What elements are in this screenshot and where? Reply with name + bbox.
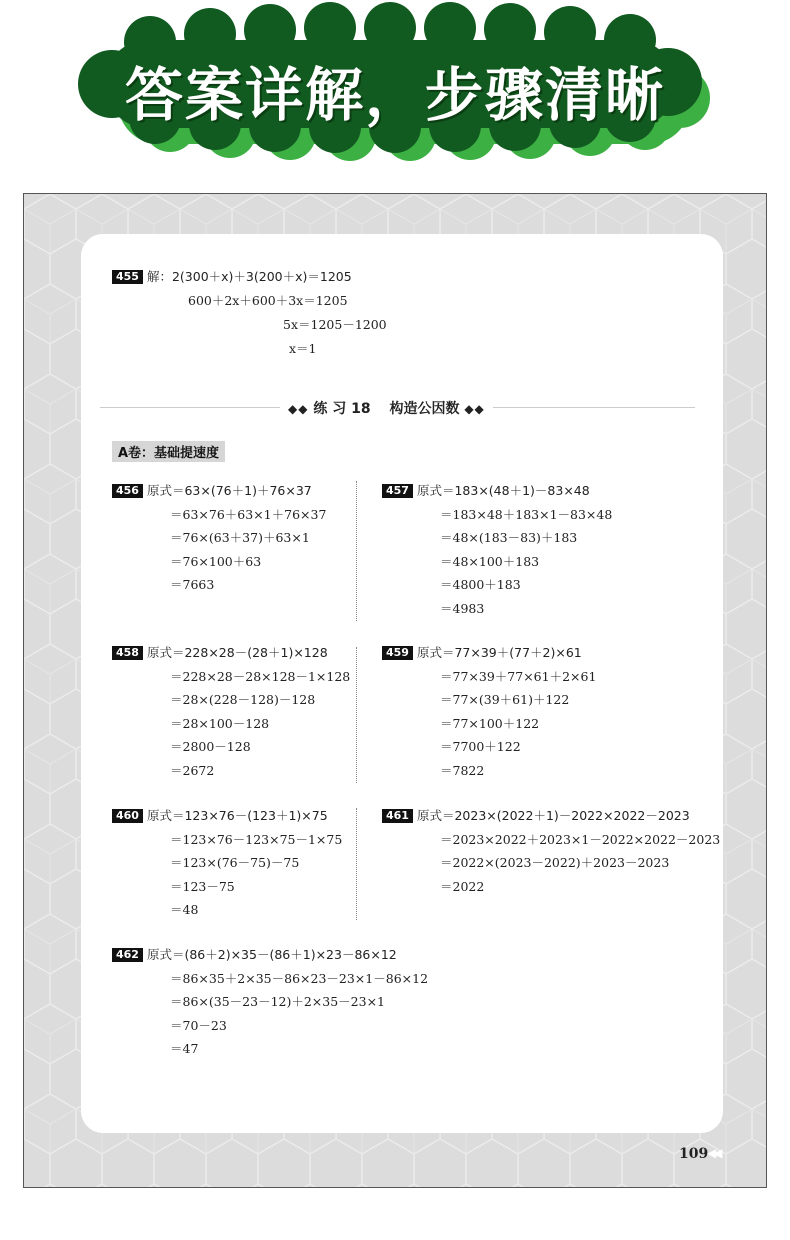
problem-462-line-5: ＝47 [170, 1041, 199, 1056]
problem-461-line-4: ＝2022 [440, 878, 485, 894]
problem-459-line-6: ＝7822 [440, 762, 485, 778]
problem-line-text: 原式＝228×28－(28＋1)×128 [146, 645, 328, 660]
problem-line-text: 原式＝(86＋2)×35－(86＋1)×23－86×12 [146, 947, 397, 962]
problem-457-line-3: ＝48×(183－83)＋183 [440, 530, 578, 545]
diamond-icon: ◆◆ [288, 402, 309, 416]
section-title [280, 398, 493, 418]
problem-number-badge: 462 [112, 948, 143, 962]
problem-462-line-4: ＝70－23 [170, 1017, 227, 1033]
volume-tag: A卷：基础提速度 [112, 441, 225, 462]
problem-460-line-3: ＝123×(76－75)－75 [170, 855, 300, 870]
problem-line-text: 原式＝183×(48＋1)－83×48 [416, 483, 590, 498]
header-banner [0, 0, 790, 175]
problem-line-text: 原式＝77×39＋(77＋2)×61 [416, 645, 582, 660]
problem-457-line-5: ＝4800＋183 [440, 577, 521, 592]
column-divider [356, 481, 357, 621]
problem-456-line-1 [112, 483, 312, 499]
column-divider [356, 647, 357, 783]
problem-number-badge: 459 [382, 646, 413, 660]
problem-460-line-2: ＝123×76－123×75－1×75 [170, 831, 343, 847]
problem-number-badge: 456 [112, 484, 143, 498]
problem-455-line-4: x＝1 [289, 341, 317, 356]
problem-number-badge: 457 [382, 484, 413, 498]
problem-456-line-3: ＝76×(63＋37)＋63×1 [170, 530, 310, 545]
problem-456-line-4: ＝76×100＋63 [170, 553, 262, 569]
problem-line-text: 原式＝123×76－(123＋1)×75 [146, 808, 328, 823]
problem-line-text: 原式＝63×(76＋1)＋76×37 [146, 483, 312, 498]
problem-457-line-6: ＝4983 [440, 600, 485, 616]
problem-456-line-5: ＝7663 [170, 577, 215, 592]
problem-462-line-1 [112, 947, 397, 963]
problem-460-line-5: ＝48 [170, 902, 199, 917]
problem-459-line-4: ＝77×100＋122 [440, 715, 540, 731]
problem-460-line-1 [112, 808, 328, 824]
section-title-text: 练 习 18 构造公因数 [313, 401, 460, 417]
problem-number-badge: 461 [382, 809, 413, 823]
problem-460-line-4: ＝123－75 [170, 878, 235, 894]
problem-455-line-2: 600＋2x＋600＋3x＝1205 [188, 293, 348, 308]
problem-458-line-2: ＝228×28－28×128－1×128 [170, 668, 351, 684]
problem-459-line-5: ＝7700＋122 [440, 739, 521, 754]
problem-461-line-2: ＝2023×2022＋2023×1－2022×2022－2023 [440, 831, 721, 847]
problem-458-line-6: ＝2672 [170, 762, 215, 778]
problem-455-line-3: 5x＝1205－1200 [283, 317, 387, 332]
problem-line-text: 原式＝2023×(2022＋1)－2022×2022－2023 [416, 808, 690, 823]
page-number: 109 [679, 1146, 709, 1162]
problem-457-line-4: ＝48×100＋183 [440, 553, 540, 569]
banner-title: 答案详解，步骤清晰 [124, 61, 665, 129]
problem-461-line-1 [382, 808, 690, 824]
problem-457-line-1 [382, 483, 590, 499]
problem-461-line-3: ＝2022×(2023－2022)＋2023－2023 [440, 855, 670, 870]
problem-455-line-1: 455 解：2(300＋x)＋3(200＋x)＝1205 [112, 269, 352, 285]
problem-458-line-1 [112, 645, 328, 661]
problem-462-line-2: ＝86×35＋2×35－86×23－23×1－86×12 [170, 970, 429, 986]
problem-number-badge: 455 [112, 270, 143, 284]
problem-462-line-3: ＝86×(35－23－12)＋2×35－23×1 [170, 994, 386, 1009]
problem-459-line-3: ＝77×(39＋61)＋122 [440, 692, 570, 707]
problem-458-line-3: ＝28×(228－128)－128 [170, 692, 316, 707]
problem-459-line-1 [382, 645, 582, 661]
problem-458-line-5: ＝2800－128 [170, 739, 251, 754]
page-arrows-icon: ◀◀ [707, 1146, 720, 1160]
problem-number-badge: 458 [112, 646, 143, 660]
problem-458-line-4: ＝28×100－128 [170, 715, 270, 731]
problem-456-line-2: ＝63×76＋63×1＋76×37 [170, 506, 327, 522]
problem-457-line-2: ＝183×48＋183×1－83×48 [440, 506, 613, 522]
column-divider [356, 808, 357, 920]
problem-459-line-2: ＝77×39＋77×61＋2×61 [440, 668, 597, 684]
diamond-icon: ◆◆ [464, 402, 485, 416]
page-content [80, 233, 722, 1132]
problem-number-badge: 460 [112, 809, 143, 823]
